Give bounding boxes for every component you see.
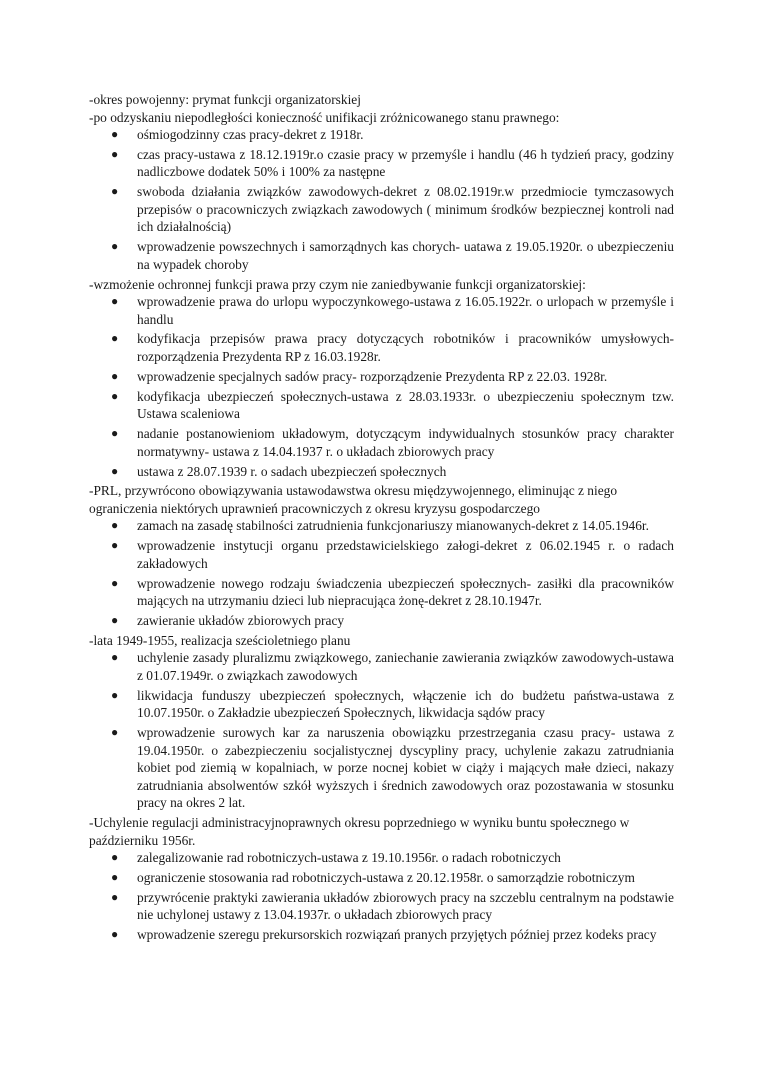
bullet-icon: ●	[111, 368, 119, 383]
list-item: ● czas pracy-ustawa z 18.12.1919r.o czasie pracy w przemyśle i handlu (46 h tydzień pracy, godziny nadliczbowe dodatek 50% i 100% za następne	[111, 146, 674, 180]
bullet-icon: ●	[111, 725, 119, 740]
bullet-icon: ●	[111, 927, 119, 942]
list-item: ● likwidacja funduszy ubezpieczeń społecznych, włączenie ich do budżetu państwa-ustawa z 10.07.1950r. o Zakładzie ubezpieczeń Społecznych, likwidacja sądów pracy	[111, 687, 674, 721]
list-item: ● swoboda działania związków zawodowych-dekret z 08.02.1919r.w przedmiocie tymczasowych przepisów o pracowniczych związkach zawodowych ( minimum środków bezpiecznej kontroli nad ich działalnością)	[111, 184, 674, 235]
list-item: ● kodyfikacja przepisów prawa pracy dotyczących robotników i pracowników umysłowych-rozporządzenia Prezydenta RP z 16.03.1928r.	[111, 331, 674, 364]
bullet-list	[89, 517, 674, 629]
section-5	[89, 814, 674, 944]
section-1	[89, 109, 674, 274]
bullet-list	[89, 649, 674, 811]
bullet-icon: ●	[111, 184, 119, 199]
list-item: ● wprowadzenie nowego rodzaju świadczenia ubezpieczeń społecznych- zasiłki dla pracowników mających na utrzymaniu dzieci lub niepracująca żonę-dekret z 28.10.1947r.	[111, 575, 674, 609]
bullet-icon: ●	[111, 331, 119, 346]
list-item: ● zalegalizowanie rad robotniczych-ustawa z 19.10.1956r. o radach robotniczych	[111, 850, 561, 866]
list-item: ● zawieranie układów zbiorowych pracy	[111, 613, 345, 629]
bullet-icon: ●	[111, 388, 119, 403]
section-4	[89, 632, 674, 812]
bullet-list	[89, 293, 674, 480]
section-heading: -po odzyskaniu niepodległości konieczność unifikacji zróżnicowanego stanu prawnego:	[89, 109, 560, 125]
list-item: ● uchylenie zasady pluralizmu związkowego, zaniechanie zawierania związków zawodowych-ustawa z 01.07.1949r. o związkach zawodowych	[111, 650, 674, 683]
bullet-icon: ●	[111, 538, 119, 553]
bullet-icon: ●	[111, 146, 119, 161]
bullet-icon: ●	[111, 426, 119, 441]
section-0	[89, 91, 674, 109]
bullet-icon: ●	[111, 889, 119, 904]
bullet-icon: ●	[111, 613, 119, 628]
bullet-icon: ●	[111, 127, 119, 141]
bullet-icon: ●	[111, 294, 119, 309]
list-item: ● ośmiogodzinny czas pracy-dekret z 1918r.	[111, 127, 364, 142]
list-item: ● ograniczenie stosowania rad robotniczych-ustawa z 20.12.1958r. o samorządzie robotniczym	[111, 870, 635, 886]
bullet-icon: ●	[111, 463, 119, 478]
list-item: ● nadanie postanowieniom układowym, dotyczącym indywidualnych stosunków pracy charakter normatywny- ustawa z 14.04.1937 r. o układach zbiorowych pracy	[111, 426, 674, 459]
list-item: ● ustawa z 28.07.1939 r. o sadach ubezpieczeń społecznych	[111, 463, 447, 479]
section-3	[89, 482, 674, 629]
list-item: ● zamach na zasadę stabilności zatrudnienia funkcjonariuszy mianowanych-dekret z 14.05.1946r.	[111, 518, 650, 534]
list-item: ● wprowadzenie instytucji organu przedstawicielskiego załogi-dekret z 06.02.1945 r. o radach zakładowych	[111, 538, 674, 571]
list-item: ● wprowadzenie prawa do urlopu wypoczynkowego-ustawa z 16.05.1922r. o urlopach w przemyśle i handlu	[111, 294, 674, 327]
bullet-icon: ●	[111, 687, 119, 702]
bullet-icon: ●	[111, 239, 119, 254]
list-item: ● wprowadzenie surowych kar za naruszenia obowiązku przestrzegania czasu pracy- ustawa z 19.04.1950r. o zabezpieczeniu socjalistycznej dyscypliny pracy, uchylenie zakazu zatrudniania kobiet pod ziemią w kopalniach, w porze nocnej kobiet w ciąży i mających małe dzieci, nakazy zatrudniania absolwentów szkół wyższych i średnich zawodowych oraz pozostawania w stosunku pracy na okres 2 lat.	[111, 725, 674, 811]
bullet-icon: ●	[111, 650, 119, 665]
section-heading: -okres powojenny: prymat funkcji organizatorskiej	[89, 92, 361, 107]
section-heading: -Uchylenie regulacji administracyjnoprawnych okresu poprzedniego w wyniku buntu społecznego w październiku 1956r.	[89, 815, 630, 848]
bullet-icon: ●	[111, 870, 119, 885]
bullet-list	[89, 126, 674, 273]
section-heading: -PRL, przywrócono obowiązywania ustawodawstwa okresu międzywojennego, eliminując z niego ograniczenia niektórych uprawnień pracowniczych z okresu kryzysu gospodarczego	[89, 483, 618, 516]
list-item: ● wprowadzenie powszechnych i samorządnych kas chorych- uatawa z 19.05.1920r. o ubezpieczeniu na wypadek choroby	[111, 239, 674, 272]
bullet-icon: ●	[111, 575, 119, 590]
section-heading: -wzmożenie ochronnej funkcji prawa przy czym nie zaniedbywanie funkcji organizatorskiej:	[89, 276, 586, 292]
section-heading: -lata 1949-1955, realizacja sześcioletniego planu	[89, 632, 351, 648]
bullet-icon: ●	[111, 518, 119, 533]
list-item: ● przywrócenie praktyki zawierania układów zbiorowych pracy na szczeblu centralnym na podstawie nie uchylonej ustawy z 13.04.1937r. o układach zbiorowych pracy	[111, 889, 674, 923]
bullet-list	[89, 849, 674, 944]
list-item: ● wprowadzenie szeregu prekursorskich rozwiązań pranych przyjętych później przez kodeks pracy	[111, 927, 657, 943]
list-item: ● wprowadzenie specjalnych sadów pracy- rozporządzenie Prezydenta RP z 22.03. 1928r.	[111, 368, 608, 384]
bullet-icon: ●	[111, 850, 119, 865]
section-2	[89, 276, 674, 480]
list-item: ● kodyfikacja ubezpieczeń społecznych-ustawa z 28.03.1933r. o ubezpieczeniu społecznym tzw. Ustawa scaleniowa	[111, 388, 674, 422]
